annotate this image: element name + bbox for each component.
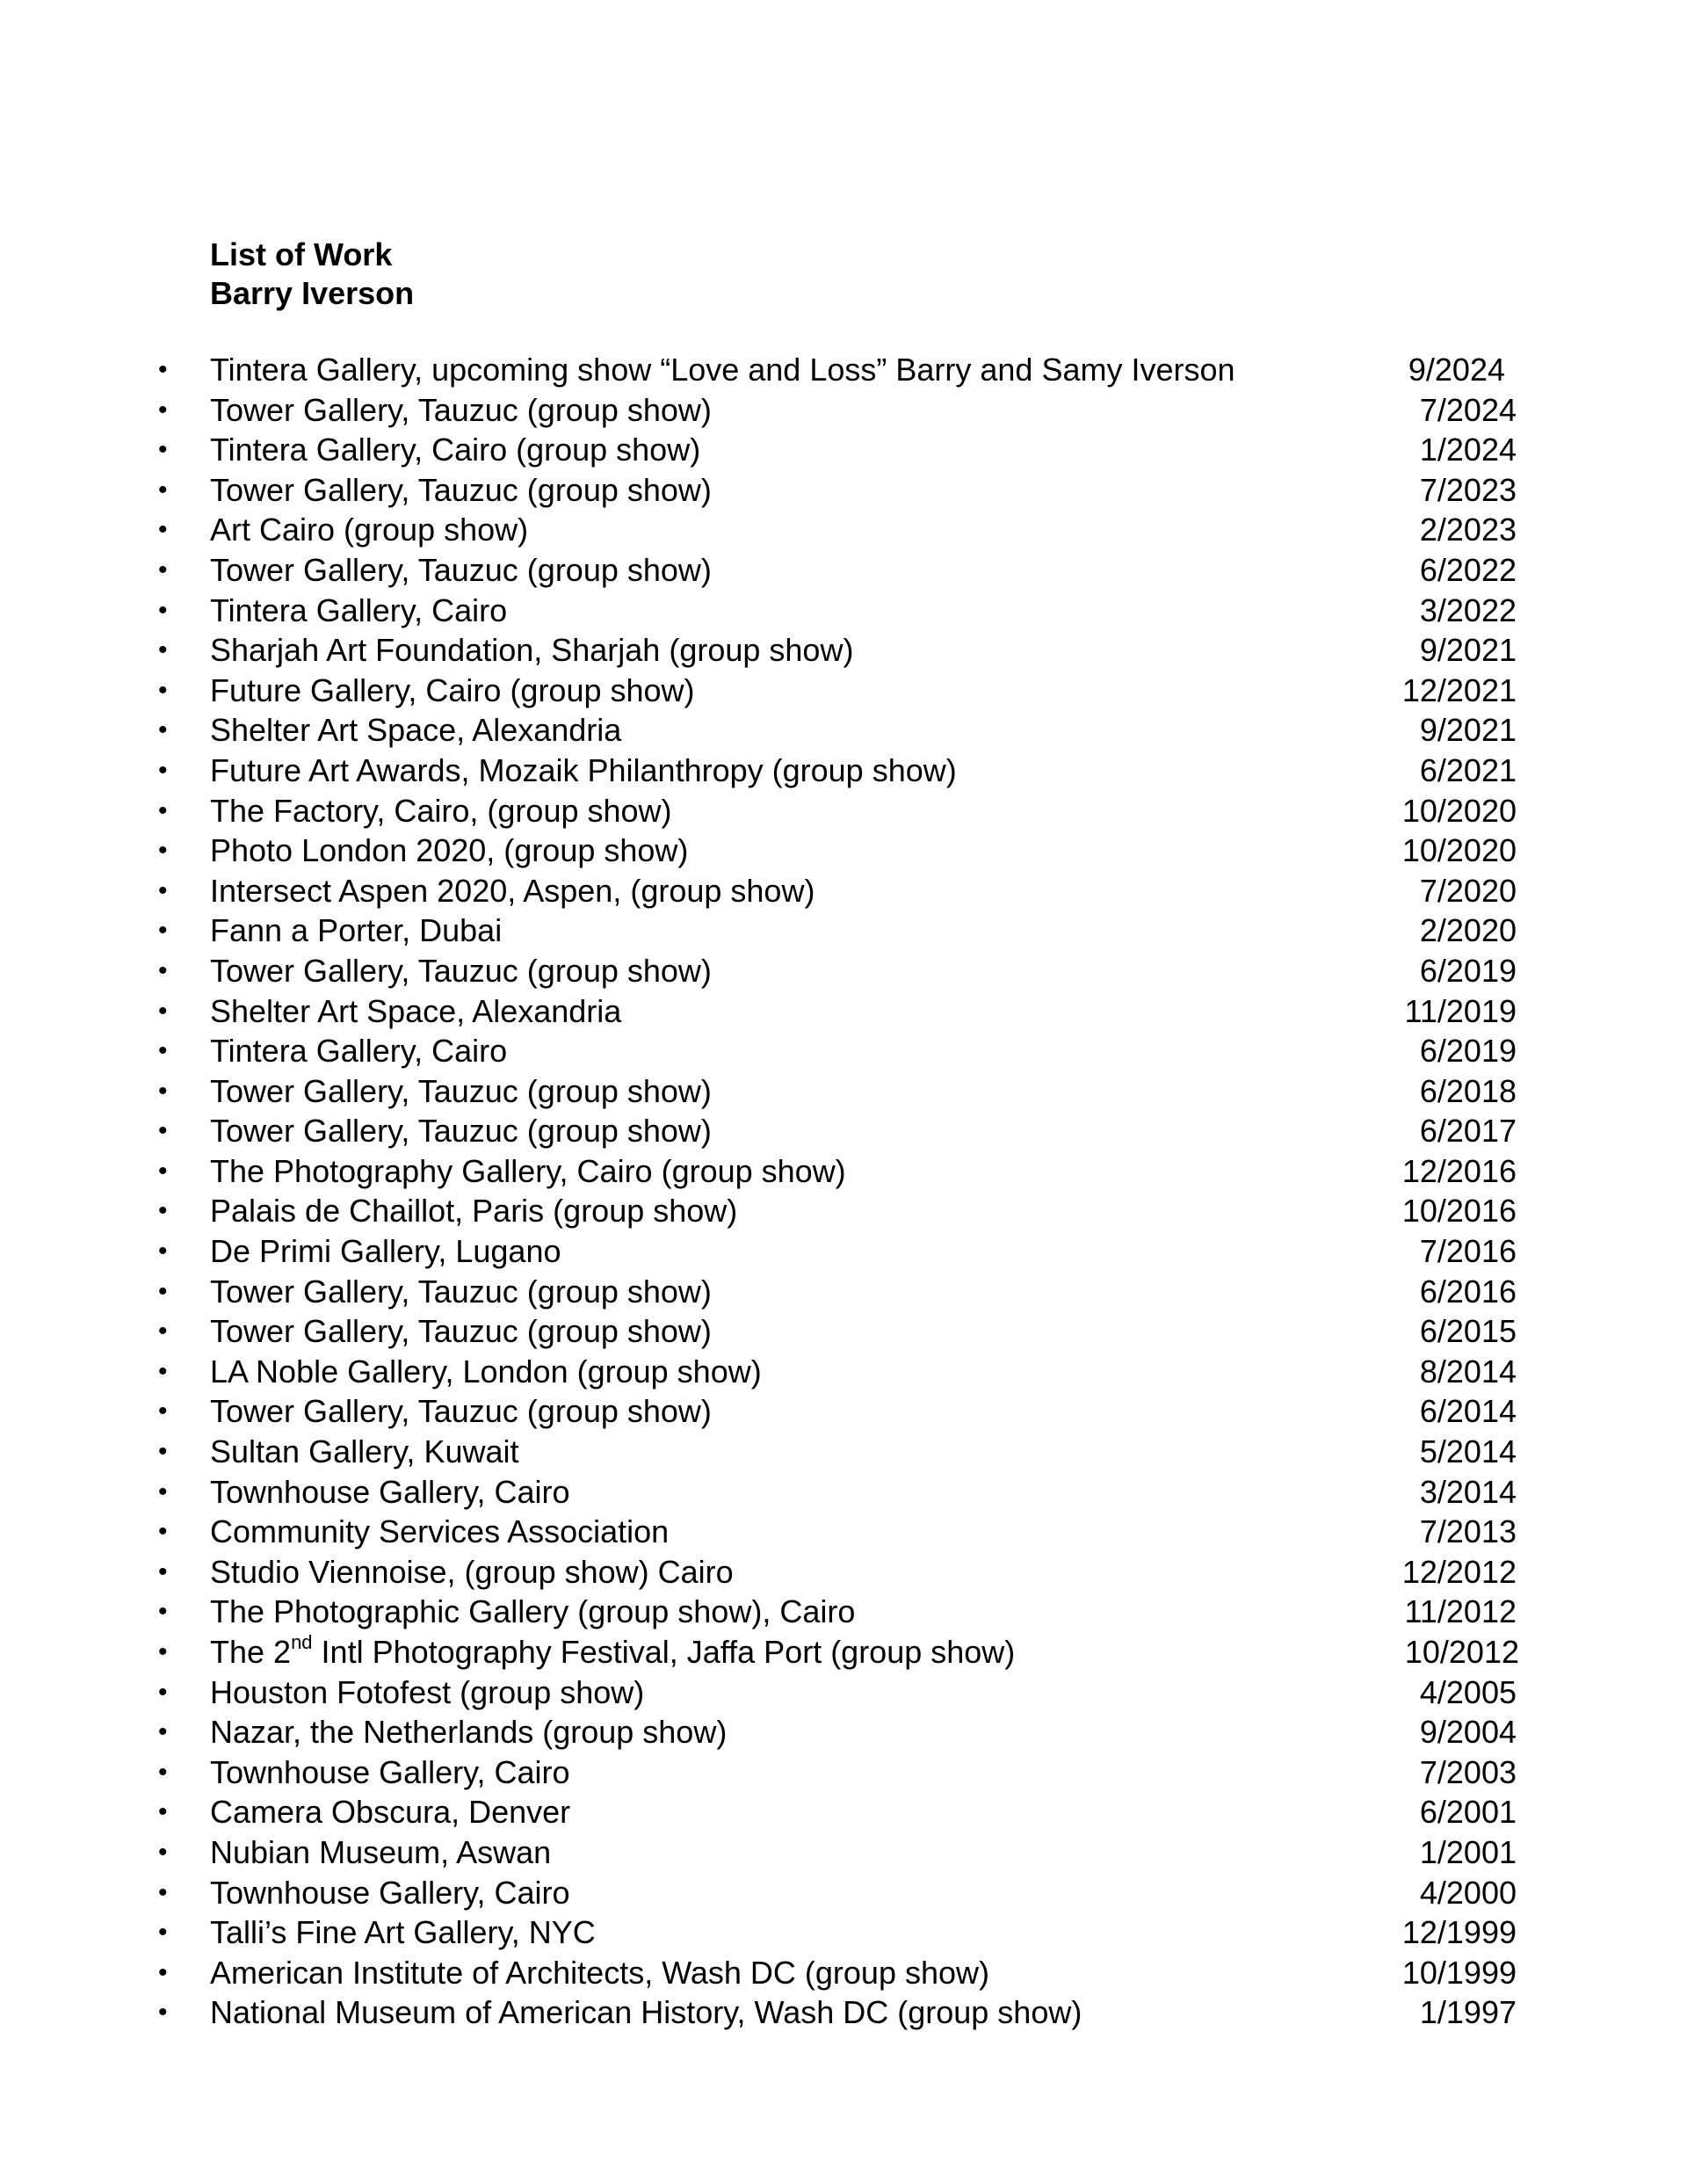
bullet-icon: • — [158, 1637, 168, 1666]
list-item — [0, 1352, 1687, 1392]
venue-name: Shelter Art Space, Alexandria — [210, 712, 622, 749]
list-item — [0, 1752, 1687, 1793]
bullet-icon: • — [158, 1437, 168, 1467]
list-item — [0, 430, 1687, 470]
bullet-icon: • — [158, 675, 168, 705]
venue-name: Art Cairo (group show) — [210, 512, 529, 548]
list-item — [0, 1432, 1687, 1472]
list-item — [0, 550, 1687, 591]
list-item — [0, 951, 1687, 991]
list-item — [0, 1311, 1687, 1352]
bullet-icon: • — [158, 595, 168, 625]
bullet-icon: • — [158, 1116, 168, 1146]
exhibition-date: 5/2014 — [1419, 1433, 1517, 1470]
list-item — [0, 350, 1687, 390]
exhibition-date: 1/1997 — [1419, 1994, 1517, 2031]
venue-name: Sultan Gallery, Kuwait — [210, 1433, 519, 1470]
bullet-icon: • — [158, 875, 168, 905]
list-item — [0, 1953, 1687, 1993]
bullet-icon: • — [158, 955, 168, 985]
list-item — [0, 1111, 1687, 1151]
exhibition-date: 11/2012 — [1404, 1593, 1517, 1630]
venue-name: De Primi Gallery, Lugano — [210, 1233, 561, 1270]
exhibition-date: 4/2000 — [1419, 1874, 1517, 1911]
exhibition-date: 6/2017 — [1419, 1113, 1517, 1150]
exhibition-date: 7/2020 — [1419, 872, 1517, 909]
list-item — [0, 1712, 1687, 1752]
bullet-icon: • — [158, 836, 168, 866]
exhibition-date: 6/2018 — [1419, 1072, 1517, 1109]
exhibition-date: 6/2014 — [1419, 1393, 1517, 1430]
venue-name: Fann a Porter, Dubai — [210, 912, 503, 949]
bullet-icon: • — [158, 555, 168, 584]
exhibition-date: 6/2019 — [1419, 1033, 1517, 1070]
venue-name: Tower Gallery, Tauzuc (group show) — [210, 952, 712, 989]
bullet-icon: • — [158, 1677, 168, 1707]
list-item — [0, 991, 1687, 1032]
exhibition-date: 1/2001 — [1419, 1833, 1517, 1870]
list-item — [0, 1031, 1687, 1071]
bullet-icon: • — [158, 1957, 168, 1987]
venue-name: American Institute of Architects, Wash DC (group show) — [210, 1954, 989, 1991]
list-item — [0, 1272, 1687, 1312]
exhibition-date: 3/2014 — [1419, 1473, 1517, 1510]
venue-name-part: The 2 — [210, 1634, 292, 1670]
list-item — [0, 1552, 1687, 1593]
exhibition-date: 12/1999 — [1401, 1914, 1517, 1951]
venue-name: Community Services Association — [210, 1513, 670, 1550]
venue-name: Tower Gallery, Tauzuc (group show) — [210, 1313, 712, 1350]
exhibition-date: 11/2019 — [1404, 992, 1517, 1029]
list-item — [0, 1873, 1687, 1913]
bullet-icon: • — [158, 1237, 168, 1266]
list-item — [0, 1992, 1687, 2033]
bullet-icon: • — [158, 475, 168, 504]
bullet-icon: • — [158, 1918, 168, 1948]
list-item — [0, 1832, 1687, 1873]
list-item — [0, 1792, 1687, 1832]
list-item — [0, 1472, 1687, 1513]
list-item — [0, 1231, 1687, 1272]
venue-name: Tintera Gallery, Cairo — [210, 1033, 508, 1070]
exhibition-date: 9/2021 — [1419, 632, 1517, 669]
venue-name-part: Intl Photography Festival, Jaffa Port (group show) — [312, 1634, 1016, 1670]
bullet-icon: • — [158, 1517, 168, 1547]
venue-name: Studio Viennoise, (group show) Cairo — [210, 1553, 734, 1590]
bullet-icon: • — [158, 916, 168, 946]
list-item — [0, 630, 1687, 671]
author-name: Barry Iverson — [210, 275, 415, 311]
bullet-icon: • — [158, 1837, 168, 1867]
venue-name: Camera Obscura, Denver — [210, 1794, 571, 1831]
work-list — [0, 350, 1687, 2033]
exhibition-date: 1/2024 — [1419, 432, 1517, 468]
venue-name: The Factory, Cairo, (group show) — [210, 792, 672, 829]
venue-name: Tower Gallery, Tauzuc (group show) — [210, 391, 712, 428]
venue-name: Houston Fotofest (group show) — [210, 1673, 645, 1710]
venue-name: Tower Gallery, Tauzuc (group show) — [210, 471, 712, 508]
exhibition-date: 10/2020 — [1401, 792, 1517, 829]
exhibition-date: 7/2013 — [1419, 1513, 1517, 1550]
list-item — [0, 871, 1687, 911]
document-header — [210, 236, 414, 313]
bullet-icon: • — [158, 1877, 168, 1907]
list-item — [0, 1632, 1687, 1672]
exhibition-date: 6/2021 — [1419, 751, 1517, 788]
bullet-icon: • — [158, 1156, 168, 1186]
bullet-icon: • — [158, 635, 168, 665]
venue-name: Tintera Gallery, upcoming show “Love and Loss” Barry and Samy Iverson — [210, 352, 1235, 388]
bullet-icon: • — [158, 1196, 168, 1226]
list-item — [0, 1672, 1687, 1713]
venue-name: The Photography Gallery, Cairo (group show) — [210, 1152, 846, 1189]
list-item — [0, 470, 1687, 511]
venue-name: Townhouse Gallery, Cairo — [210, 1473, 570, 1510]
bullet-icon: • — [158, 1597, 168, 1627]
bullet-icon: • — [158, 1717, 168, 1747]
list-item — [0, 1191, 1687, 1231]
exhibition-date: 9/2021 — [1419, 712, 1517, 749]
ordinal-suffix: nd — [291, 1631, 313, 1653]
document-title: List of Work — [210, 236, 393, 272]
venue-name: Tower Gallery, Tauzuc (group show) — [210, 551, 712, 588]
list-item — [0, 390, 1687, 431]
venue-name: Tower Gallery, Tauzuc (group show) — [210, 1393, 712, 1430]
exhibition-date: 8/2014 — [1419, 1353, 1517, 1389]
venue-name: LA Noble Gallery, London (group show) — [210, 1353, 762, 1389]
list-item — [0, 831, 1687, 871]
bullet-icon: • — [158, 1397, 168, 1426]
venue-name: The Photographic Gallery (group show), Cairo — [210, 1593, 856, 1630]
venue-name: Nubian Museum, Aswan — [210, 1833, 552, 1870]
bullet-icon: • — [158, 1998, 168, 2028]
exhibition-date: 2/2020 — [1419, 912, 1517, 949]
bullet-icon: • — [158, 1317, 168, 1346]
bullet-icon: • — [158, 1076, 168, 1106]
exhibition-date: 7/2024 — [1419, 391, 1517, 428]
list-item — [0, 1071, 1687, 1112]
list-item — [0, 591, 1687, 631]
bullet-icon: • — [158, 1276, 168, 1306]
venue-name: Palais de Chaillot, Paris (group show) — [210, 1193, 738, 1230]
venue-name: Tower Gallery, Tauzuc (group show) — [210, 1273, 712, 1310]
venue-name: Townhouse Gallery, Cairo — [210, 1753, 570, 1790]
exhibition-date: 3/2022 — [1419, 591, 1517, 628]
bullet-icon: • — [158, 435, 168, 465]
exhibition-date: 7/2016 — [1419, 1233, 1517, 1270]
venue-name: Sharjah Art Foundation, Sharjah (group show) — [210, 632, 854, 669]
bullet-icon: • — [158, 355, 168, 384]
list-item — [0, 510, 1687, 550]
list-item — [0, 791, 1687, 831]
list-item — [0, 1512, 1687, 1552]
venue-name: Photo London 2020, (group show) — [210, 832, 689, 869]
bullet-icon: • — [158, 996, 168, 1026]
list-item — [0, 710, 1687, 751]
exhibition-date: 12/2012 — [1401, 1553, 1517, 1590]
list-item — [0, 1592, 1687, 1632]
exhibition-date: 9/2004 — [1419, 1714, 1517, 1751]
exhibition-date: 10/2020 — [1401, 832, 1517, 869]
bullet-icon: • — [158, 1477, 168, 1506]
list-item — [0, 671, 1687, 711]
bullet-icon: • — [158, 715, 168, 745]
venue-name: Future Art Awards, Mozaik Philanthropy (group show) — [210, 751, 957, 788]
list-item — [0, 1391, 1687, 1432]
bullet-icon: • — [158, 395, 168, 424]
venue-name: Intersect Aspen 2020, Aspen, (group show) — [210, 872, 815, 909]
bullet-icon: • — [158, 795, 168, 825]
exhibition-date: 7/2003 — [1419, 1753, 1517, 1790]
exhibition-date: 6/2016 — [1419, 1273, 1517, 1310]
bullet-icon: • — [158, 1556, 168, 1586]
exhibition-date: 12/2016 — [1401, 1152, 1517, 1189]
venue-name: Tower Gallery, Tauzuc (group show) — [210, 1072, 712, 1109]
exhibition-date: 6/2022 — [1419, 551, 1517, 588]
bullet-icon: • — [158, 1356, 168, 1386]
exhibition-date: 6/2015 — [1419, 1313, 1517, 1350]
venue-name — [210, 1632, 1015, 1672]
exhibition-date: 6/2019 — [1419, 952, 1517, 989]
bullet-icon: • — [158, 1757, 168, 1787]
list-item — [0, 1912, 1687, 1953]
venue-name: Tower Gallery, Tauzuc (group show) — [210, 1113, 712, 1150]
bullet-icon: • — [158, 1797, 168, 1827]
bullet-icon: • — [158, 515, 168, 545]
venue-name: Townhouse Gallery, Cairo — [210, 1874, 570, 1911]
bullet-icon: • — [158, 755, 168, 785]
venue-name: Shelter Art Space, Alexandria — [210, 992, 622, 1029]
exhibition-date: 12/2021 — [1401, 671, 1517, 708]
list-item — [0, 1151, 1687, 1192]
venue-name: Nazar, the Netherlands (group show) — [210, 1714, 728, 1751]
exhibition-date: 10/2016 — [1401, 1193, 1517, 1230]
venue-name: Talli’s Fine Art Gallery, NYC — [210, 1914, 596, 1951]
venue-name: National Museum of American History, Wash DC (group show) — [210, 1994, 1082, 2031]
exhibition-date: 7/2023 — [1419, 471, 1517, 508]
venue-name: Tintera Gallery, Cairo — [210, 591, 508, 628]
exhibition-date: 2/2023 — [1419, 512, 1517, 548]
venue-name: Future Gallery, Cairo (group show) — [210, 671, 695, 708]
exhibition-date: 4/2005 — [1419, 1673, 1517, 1710]
exhibition-date: 10/1999 — [1401, 1954, 1517, 1991]
list-item — [0, 751, 1687, 791]
venue-name: Tintera Gallery, Cairo (group show) — [210, 432, 701, 468]
list-item — [0, 911, 1687, 951]
exhibition-date: 6/2001 — [1419, 1794, 1517, 1831]
bullet-icon: • — [158, 1036, 168, 1066]
exhibition-date: 9/2024 — [1408, 352, 1505, 388]
exhibition-date: 10/2012 — [1404, 1634, 1519, 1670]
